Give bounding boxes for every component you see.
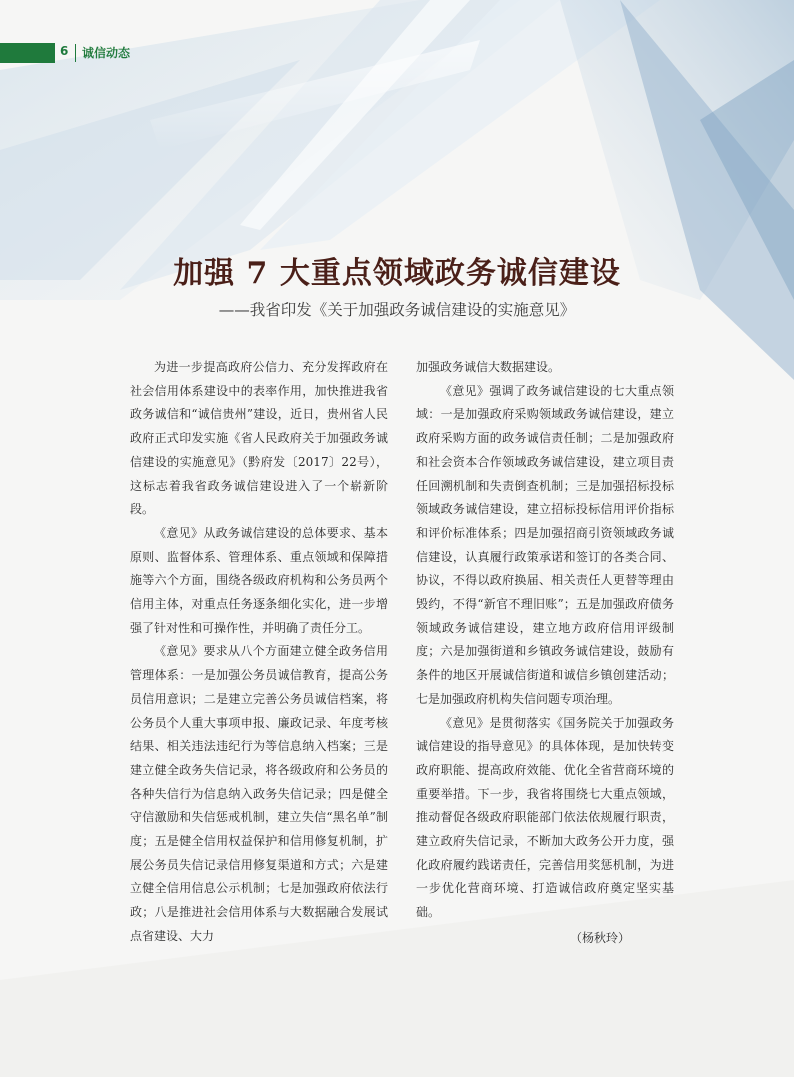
header-divider <box>75 44 76 62</box>
body-paragraph: 《意见》强调了政务诚信建设的七大重点领域：一是加强政府采购领域政务诚信建设，建立政府采购方面的政务诚信责任制；二是加强政府和社会资本合作领域政务诚信建设，建立项目责任回溯机制和失责倒查机制；三是加强招标投标领域政务诚信建设，建立招标投标信用评价指标和评价标准体系；四是加强招商引资领域政务诚信建设，认真履行政策承诺和签订的各类合同、协议，不得以政府换届、相关责任人更替等理由毁约，不得“新官不理旧账”；五是加强政府债务领域政务诚信建设，建立地方政府信用评级制度；六是加强街道和乡镇政务诚信建设，鼓励有条件的地区开展诚信街道和诚信乡镇创建活动；七是加强政府机构失信问题专项治理。 <box>416 383 674 706</box>
body-paragraph: 《意见》是贯彻落实《国务院关于加强政务诚信建设的指导意见》的具体体现，是加快转变政府职能、提高政府效能、优化全省营商环境的重要举措。下一步，我省将围绕七大重点领域，推动督促各级政府职能部门依法依规履行职责，建立政府失信记录，不断加大政务公开力度，强化政府履约践诺责任，完善信用奖惩机制，为进一步优化营商环境、打造诚信政府奠定坚实基础。 <box>416 715 674 920</box>
author-signature: （杨秋玲） <box>569 930 630 945</box>
article-subtitle: ——我省印发《关于加强政务诚信建设的实施意见》 <box>218 301 576 319</box>
section-label: 诚信动态 <box>82 46 131 60</box>
right-column <box>416 356 674 951</box>
article-title: 加强 7 大重点领域政务诚信建设 <box>173 256 621 291</box>
body-paragraph: 《意见》从政务诚信建设的总体要求、基本原则、监督体系、管理体系、重点领域和保障措施等六个方面，围绕各级政府机构和公务员两个信用主体，对重点任务逐条细化实化，进一步增强了针对性和可操作性，并明确了责任分工。 <box>130 525 388 635</box>
body-paragraph: 《意见》要求从八个方面建立健全政务信用管理体系：一是加强公务员诚信教育，提高公务员信用意识；二是建立完善公务员诚信档案，将公务员个人重大事项申报、廉政记录、年度考核结果、相关违法违纪行为等信息纳入档案；三是建立健全政务失信记录，将各级政府和公务员的各种失信行为信息纳入政务失信记录；四是健全守信激励和失信惩戒机制，建立失信“黑名单”制度；五是健全信用权益保护和信用修复机制，扩展公务员失信记录信用修复渠道和方式；六是建立健全信用信息公示机制；七是加强政府依法行政；八是推进社会信用体系与大数据融合发展试点省建设、大力 <box>130 644 388 943</box>
body-paragraph-continuation: 加强政务诚信大数据建设。 <box>416 360 561 374</box>
body-paragraph: 为进一步提高政府公信力、充分发挥政府在社会信用体系建设中的表率作用，加快推进我省政务诚信和“诚信贵州”建设，近日，贵州省人民政府正式印发实施《省人民政府关于加强政务诚信建设的实施意见》（黔府发〔2017〕22号），这标志着我省政务诚信建设进入了一个崭新阶段。 <box>130 360 388 517</box>
left-column <box>130 356 388 949</box>
header-accent-bar <box>0 43 55 63</box>
page-number: 6 <box>60 44 69 58</box>
